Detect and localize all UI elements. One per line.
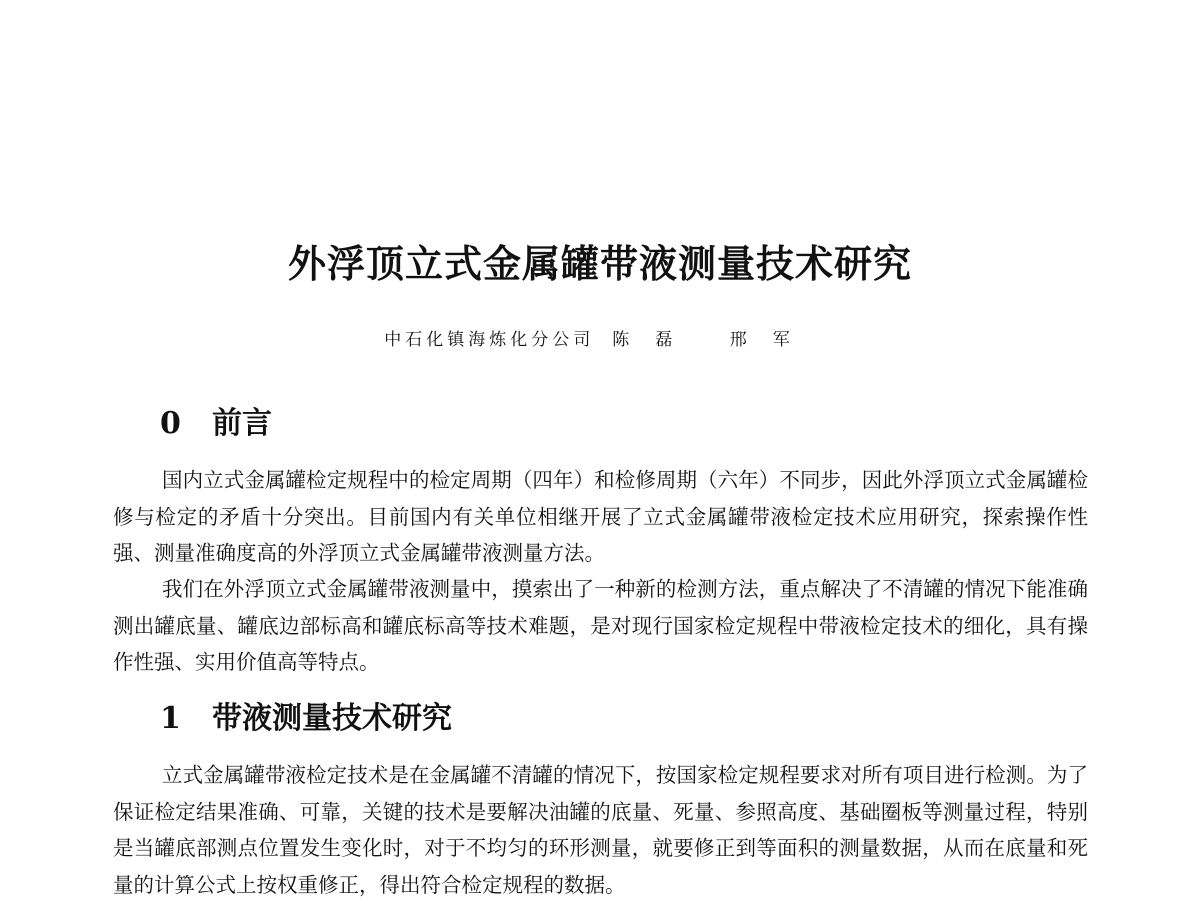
section-heading-1 [160,697,452,741]
section-number: 1 [160,701,181,736]
section-title: 前言 [212,406,272,441]
affiliation: 中石化镇海炼化分公司 [384,330,595,350]
paragraph: 立式金属罐带液检定技术是在金属罐不清罐的情况下，按国家检定规程要求对所有项目进行检测。为了保证检定结果准确、可靠，关键的技术是要解决油罐的底量、死量、参照高度、基础圈板等测量过程，特别是当罐底部测点位置发生变化时，对于不均匀的环形测量，就要修正到等面积的测量数据，从而在底量和死量的计算公式上按权重修正，得出符合检定规程的数据。 [113,763,1088,897]
section-number: 0 [160,406,181,441]
section-heading-0 [160,402,272,446]
section-title: 带液测量技术研究 [212,701,452,736]
paper-title: 外浮顶立式金属罐带液测量技术研究 [287,241,912,286]
authors: 陈磊 邢军 [612,330,816,350]
paragraph: 国内立式金属罐检定规程中的检定周期（四年）和检修周期（六年）不同步，因此外浮顶立式金属罐检修与检定的矛盾十分突出。目前国内有关单位相继开展了立式金属罐带液检定技术应用研究，探索操作性强、测量准确度高的外浮顶立式金属罐带液测量方法。 [113,468,1088,565]
paragraph: 我们在外浮顶立式金属罐带液测量中，摸索出了一种新的检测方法，重点解决了不清罐的情况下能准确测出罐底量、罐底边部标高和罐底标高等技术难题，是对现行国家检定规程中带液检定技术的细化，具有操作性强、实用价值高等特点。 [113,577,1088,674]
byline [0,326,1200,354]
